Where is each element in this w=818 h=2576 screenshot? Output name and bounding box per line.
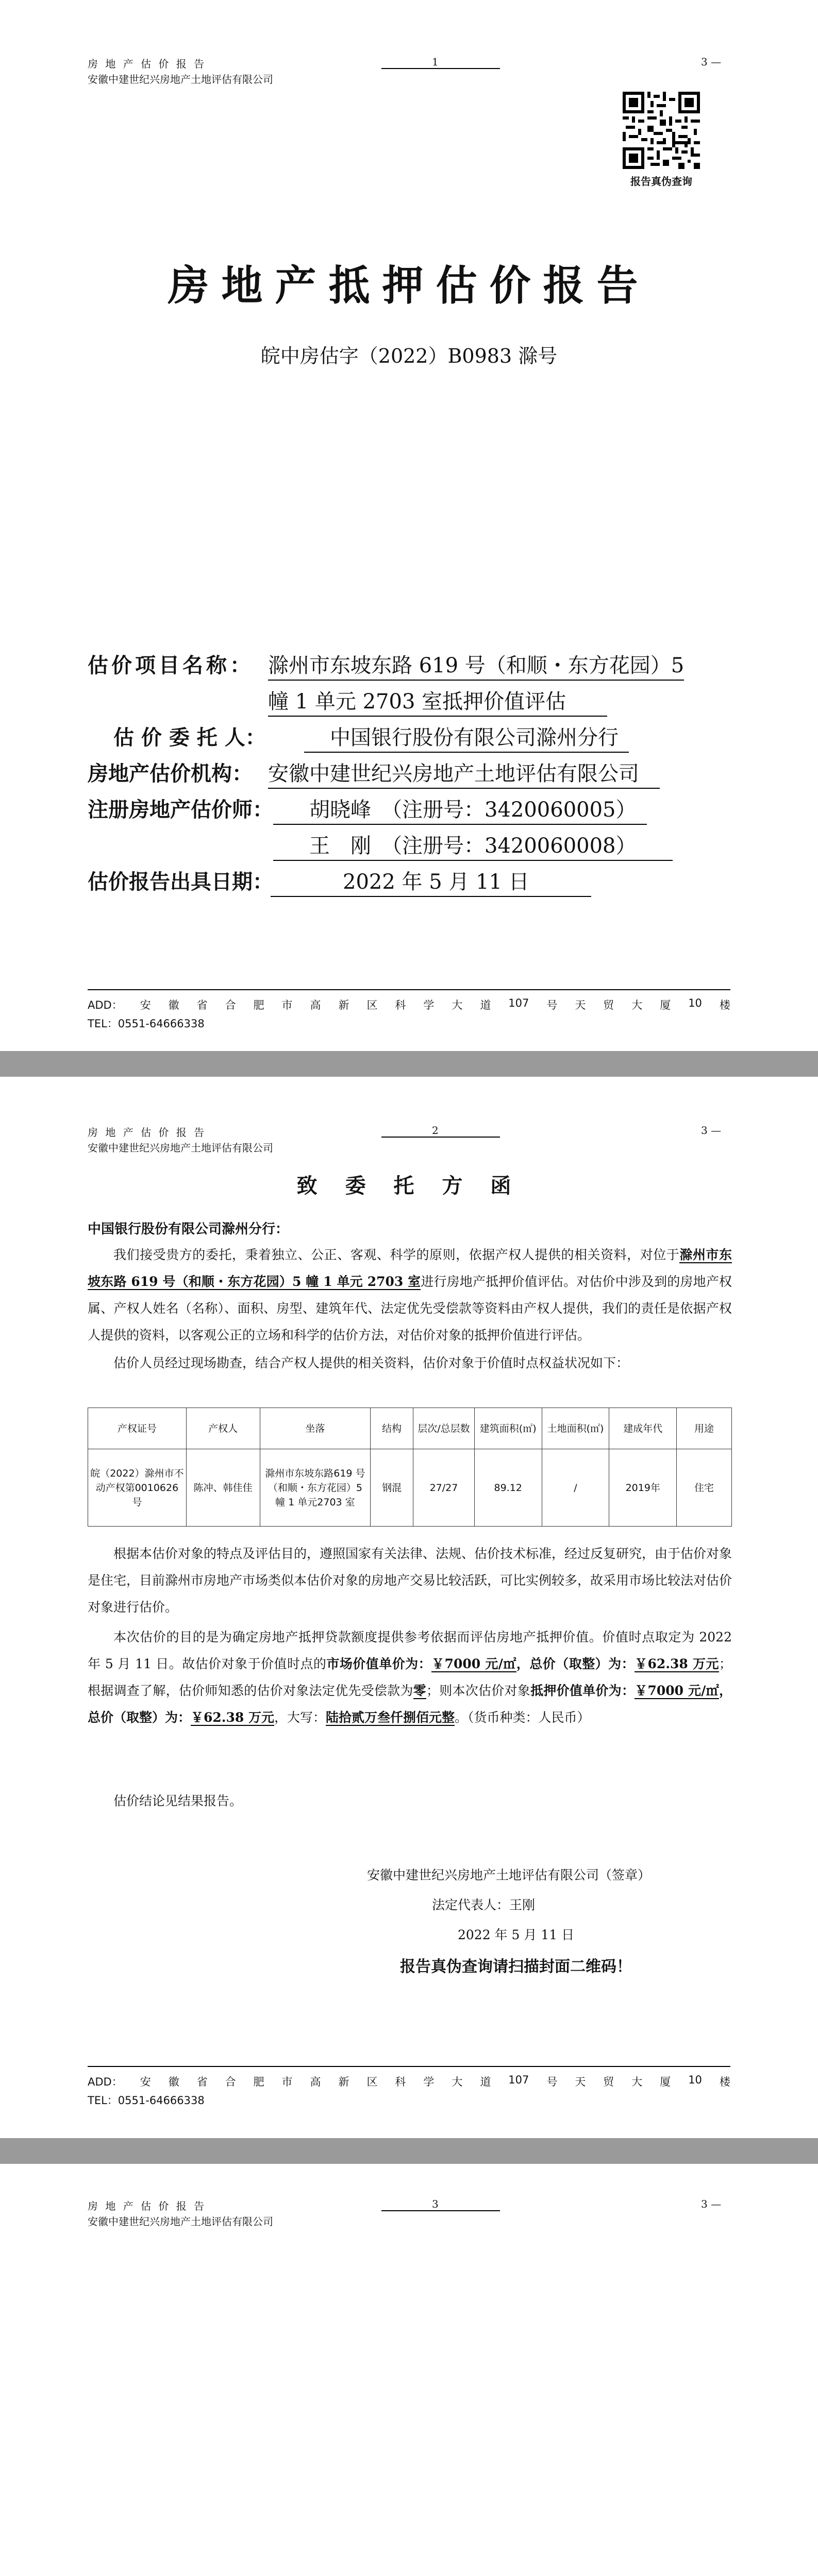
- address-char: 新: [338, 999, 349, 1011]
- address-char: 号: [546, 999, 558, 1011]
- total-pages-value: 3: [701, 1124, 708, 1137]
- p4-o: ，大写：: [274, 1710, 326, 1725]
- table-header: 结构: [371, 1408, 413, 1449]
- table-header: 产权人: [186, 1408, 260, 1449]
- market-unit-price: ￥7000 元/㎡: [431, 1656, 516, 1671]
- address-char: 省: [196, 999, 208, 1011]
- amount-in-words: 陆拾贰万叁仟捌佰元整: [326, 1710, 455, 1725]
- client-label: 估 价 委 托 人：: [113, 726, 266, 750]
- client-value: [304, 721, 629, 751]
- address-char: 区: [366, 999, 378, 1011]
- project-label: 估价项目名称：: [88, 654, 254, 677]
- address-char: 合: [225, 999, 236, 1011]
- footer-rule: [88, 989, 730, 990]
- page-number-underline: [381, 68, 500, 69]
- table-cell: 2019年: [609, 1449, 677, 1527]
- p4-j: 抵押价值单价为：: [530, 1683, 635, 1698]
- address-char: 天: [575, 999, 586, 1011]
- address-char: 楼: [719, 999, 730, 1011]
- date-value-text: 2022 年 5 月 11 日: [271, 870, 591, 897]
- address-char: 厦: [660, 2076, 671, 2088]
- table-header: 产权证号: [88, 1408, 187, 1449]
- address-char: ADD：: [88, 999, 123, 1011]
- page-number: 2: [432, 1124, 439, 1137]
- address-char: 区: [366, 2076, 378, 2088]
- paragraph-1-a: 我们接受贵方的委托，秉着独立、公正、客观、科学的原则，依据产权人提供的相关资料，对位于: [113, 1247, 680, 1262]
- address-char: 徽: [168, 999, 179, 1011]
- table-header: 用途: [677, 1408, 732, 1449]
- agency-value-text: 安徽中建世纪兴房地产土地评估有限公司: [268, 762, 660, 789]
- agency-label: 房地产估价机构：: [88, 762, 253, 786]
- page-number-underline: [381, 2210, 500, 2211]
- report-title: 房地产抵押估价报告: [168, 262, 650, 310]
- qr-code[interactable]: [623, 92, 700, 169]
- total-pages: 3 —: [701, 1124, 722, 1137]
- footer-rule: [88, 2066, 730, 2067]
- table-cell: 住宅: [677, 1449, 732, 1527]
- p4-b: 市场价值单价为：: [326, 1656, 432, 1671]
- page-number-underline: [381, 1137, 500, 1138]
- footer-address: [88, 997, 730, 1012]
- date-value: [271, 866, 591, 895]
- paragraph-3: 根据本估价对象的特点及评估目的，遵照国家有关法律、法规、估价技术标准，经过反复研究，由于估价对象是住宅，目前滁州市房地产市场类似本估价对象的房地产交易比较活跃，可比实例较多，故采用市场比较法对估价对象进行估价。: [88, 1546, 732, 1615]
- address-char: 安: [140, 999, 151, 1011]
- address-char: 10: [688, 997, 702, 1009]
- table-header: 土地面积(㎡): [542, 1408, 609, 1449]
- appraiser-1-text: 胡晓峰 （注册号：3420060005）: [273, 798, 647, 825]
- sign-company: 安徽中建世纪兴房地产土地评估有限公司（签章）: [367, 1868, 651, 1883]
- table-header: 坐落: [260, 1408, 371, 1449]
- header-title: 房 地 产 估 价 报 告: [88, 2200, 207, 2212]
- agency-value: [268, 757, 660, 787]
- address-char: 贸: [603, 999, 614, 1011]
- footer-tel: TEL：0551-64666338: [88, 2094, 205, 2107]
- page-3: [0, 2164, 818, 2576]
- address-char: ADD：: [88, 2076, 123, 2088]
- address-char: 大: [452, 2076, 463, 2088]
- paragraph-1: [88, 1242, 732, 1349]
- client-value-text: 中国银行股份有限公司滁州分行: [304, 726, 629, 753]
- project-value-line1: [268, 649, 684, 679]
- table-cell: 89.12: [474, 1449, 542, 1527]
- header-title: 房 地 产 估 价 报 告: [88, 1126, 207, 1139]
- appraiser-label: 注册房地产估价师：: [88, 798, 273, 822]
- address-char: 大: [631, 2076, 643, 2088]
- address-char: 新: [338, 2076, 349, 2088]
- header-company: 安徽中建世纪兴房地产土地评估有限公司: [88, 73, 273, 86]
- table-header: 建筑面积(㎡): [474, 1408, 542, 1449]
- header-company: 安徽中建世纪兴房地产土地评估有限公司: [88, 2215, 273, 2228]
- priority-payment: 零: [413, 1683, 426, 1698]
- authenticity-notice: 报告真伪查询请扫描封面二维码！: [400, 1958, 632, 1976]
- address-char: 大: [631, 999, 643, 1011]
- letter-title: 致 委 托 方 函: [296, 1174, 522, 1198]
- table-cell: 皖（2022）滁州市不动产权第0010626 号: [88, 1449, 187, 1527]
- address-char: 肥: [253, 999, 264, 1011]
- page-number: 3: [432, 2198, 439, 2210]
- footer-tel: TEL：0551-64666338: [88, 1018, 205, 1030]
- address-char: 科: [395, 2076, 406, 2088]
- address-char: 肥: [253, 2076, 264, 2088]
- address-char: 厦: [660, 999, 671, 1011]
- table-header-row: [88, 1408, 732, 1449]
- address-char: 道: [480, 999, 491, 1011]
- address-char: 徽: [168, 2076, 179, 2088]
- total-pages-value: 3: [701, 2198, 708, 2210]
- qr-code-icon: [623, 92, 700, 169]
- appraiser-2: [273, 829, 673, 859]
- address-char: 大: [452, 999, 463, 1011]
- table-cell: 陈冲、韩佳佳: [186, 1449, 260, 1527]
- date-label: 估价报告出具日期：: [88, 870, 273, 894]
- address-char: 学: [423, 999, 435, 1011]
- address-char: 107: [508, 997, 529, 1009]
- property-table: [88, 1408, 732, 1527]
- page-1: [0, 0, 818, 1051]
- address-char: 科: [395, 999, 406, 1011]
- property-address: 滁州市东坡东路 619 号（和顺・东方花园）5 幢 1 单元 2703 室: [88, 1247, 732, 1289]
- mortgage-unit-price: ￥7000 元/㎡: [635, 1683, 719, 1698]
- address-char: 高: [310, 999, 321, 1011]
- mortgage-total-price: ￥62.38 万元: [191, 1710, 275, 1725]
- project-value-text1: 滁州市东坡东路 619 号（和顺・东方花园）5: [268, 654, 684, 681]
- address-char: 号: [546, 2076, 558, 2088]
- qr-caption: 报告真伪查询: [630, 175, 692, 188]
- paragraph-2: 估价人员经过现场勘查，结合产权人提供的相关资料，估价对象于价值时点权益状况如下：: [113, 1355, 629, 1370]
- address-char: 10: [688, 2074, 702, 2086]
- table-header: 建成年代: [609, 1408, 677, 1449]
- paragraph-4: [88, 1624, 732, 1731]
- table-cell: /: [542, 1449, 609, 1527]
- footer-address: [88, 2074, 730, 2089]
- p4-m: 总价（取整）为：: [88, 1710, 191, 1725]
- table-row: [88, 1449, 732, 1527]
- header-company: 安徽中建世纪兴房地产土地评估有限公司: [88, 1142, 273, 1154]
- footer: [88, 997, 730, 1031]
- appraiser-2-text: 王 刚 （注册号：3420060008）: [273, 834, 673, 861]
- sign-representative: 法定代表人：王刚: [432, 1897, 536, 1912]
- paragraph-1-c: 进行房地产抵押价值评估。对估价中涉及到的房地产权属、产权人姓名（名称）、面积、房型、建筑年代、法定优先受偿款等资料由产权人提供，我们的责任是依据产权人提供的资料，以客观公正的立场和科学的估价方法，对估价对象的抵押价值进行评估。: [88, 1274, 732, 1343]
- appraiser-1: [273, 793, 647, 823]
- address-char: 贸: [603, 2076, 614, 2088]
- doc-number: 皖中房估字（2022）B0983 滁号: [260, 345, 558, 367]
- page-2: [0, 1077, 818, 2138]
- p4-e: 总价（取整）为：: [529, 1656, 635, 1671]
- addressee: 中国银行股份有限公司滁州分行：: [88, 1222, 289, 1237]
- table-cell: 滁州市东坡东路619 号（和顺・东方花园）5 幢 1 单元2703 室: [260, 1449, 371, 1527]
- p4-l: ，: [719, 1683, 732, 1698]
- address-char: 市: [281, 999, 293, 1011]
- address-char: 道: [480, 2076, 491, 2088]
- total-pages-value: 3: [701, 56, 708, 68]
- address-char: 市: [281, 2076, 293, 2088]
- footer: [88, 2074, 730, 2108]
- p4-a: 本次估价的目的是为确定房地产抵押贷款额度提供参考依据而评估房地产抵押价值。价值时点取定为 2022 年 5 月 11 日。故估价对象于价值时点的: [88, 1630, 732, 1671]
- page-number: 1: [432, 56, 439, 68]
- address-char: 学: [423, 2076, 435, 2088]
- total-pages: 3 —: [701, 2198, 722, 2210]
- address-char: 天: [575, 2076, 586, 2088]
- paragraph-5: 估价结论见结果报告。: [113, 1793, 243, 1808]
- total-pages: 3 —: [701, 56, 722, 68]
- address-char: 合: [225, 2076, 236, 2088]
- address-char: 省: [196, 2076, 208, 2088]
- address-char: 楼: [719, 2076, 730, 2088]
- p4-d: ，: [516, 1656, 530, 1671]
- address-char: 高: [310, 2076, 321, 2088]
- address-char: 安: [140, 2076, 151, 2088]
- sign-date: 2022 年 5 月 11 日: [458, 1927, 575, 1942]
- table-cell: 钢混: [371, 1449, 413, 1527]
- project-value-text2: 幢 1 单元 2703 室抵押价值评估: [268, 690, 607, 717]
- market-total-price: ￥62.38 万元: [635, 1656, 719, 1671]
- p4-q: 。（货币种类：人民币）: [455, 1710, 590, 1725]
- p4-g: ；根据调查了解，估价师知悉的估价对象法定优先受偿款为: [88, 1656, 732, 1698]
- table-header: 层次/总层数: [413, 1408, 475, 1449]
- p4-i: ；则本次估价对象: [426, 1683, 531, 1698]
- header-title: 房 地 产 估 价 报 告: [88, 58, 207, 70]
- table-cell: 27/27: [413, 1449, 475, 1527]
- address-char: 107: [508, 2074, 529, 2086]
- project-value-line2: [268, 685, 607, 715]
